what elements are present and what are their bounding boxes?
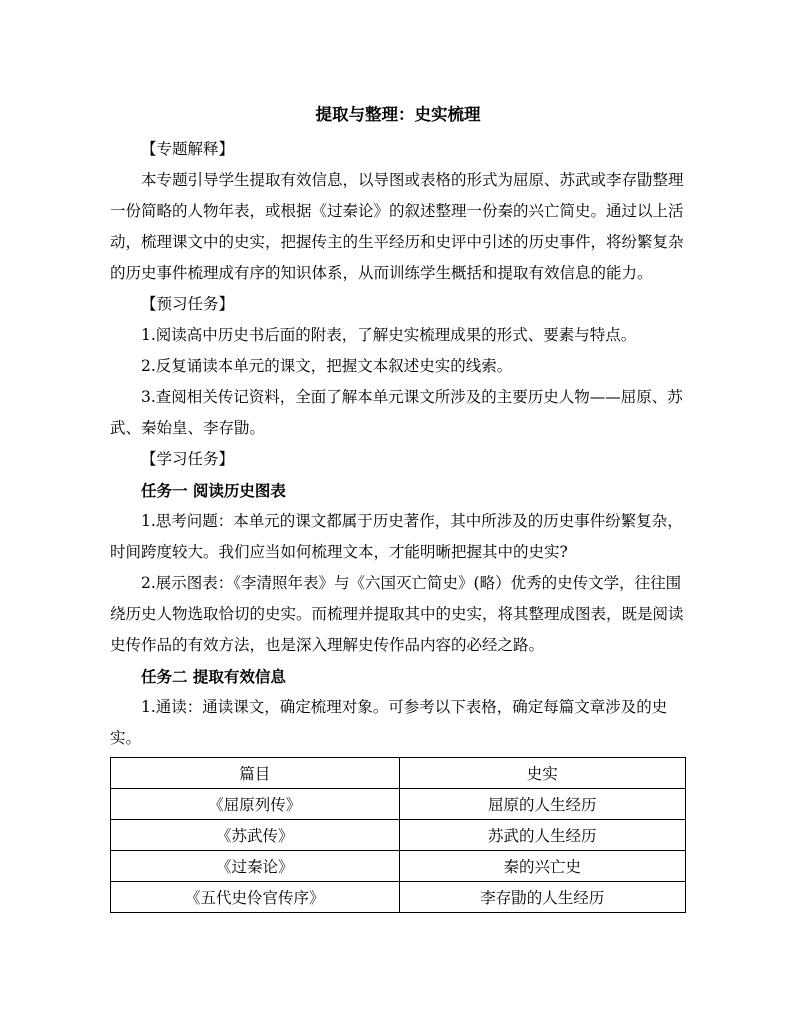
task1-item: 1.思考问题：本单元的课文都属于历史著作，其中所涉及的历史事件纷繁复杂，时间跨度较大。我们应当如何梳理文本，才能明晰把握其中的史实? <box>110 512 683 561</box>
study-heading: 【学习任务】 <box>141 450 235 468</box>
table-row <box>111 851 686 882</box>
task2-item: 1.通读：通读课文，确定梳理对象。可参考以下表格，确定每篇文章涉及的史实。 <box>110 698 668 747</box>
table-cell: 《苏武传》 <box>111 820 400 851</box>
history-table <box>110 757 686 913</box>
table-cell: 李存勖的人生经历 <box>399 882 685 913</box>
table-row <box>111 789 686 820</box>
preview-heading: 【预习任务】 <box>141 295 235 313</box>
preview-item: 1.阅读高中历史书后面的附表，了解史实梳理成果的形式、要素与特点。 <box>141 326 637 344</box>
table-cell: 《过秦论》 <box>111 851 400 882</box>
task1-heading: 任务一 阅读历史图表 <box>141 481 286 500</box>
page-title: 提取与整理：史实梳理 <box>315 105 481 124</box>
table-header-row <box>111 758 686 789</box>
table-cell: 秦的兴亡史 <box>399 851 685 882</box>
table-cell: 《屈原列传》 <box>111 789 400 820</box>
explain-heading: 【专题解释】 <box>141 140 235 158</box>
table-row <box>111 820 686 851</box>
table-header-cell: 篇目 <box>111 758 400 789</box>
table-row <box>111 882 686 913</box>
table-header-cell: 史实 <box>399 758 685 789</box>
preview-item: 3.查阅相关传记资料，全面了解本单元课文所涉及的主要历史人物——屈原、苏武、秦始皇、李存勖。 <box>110 388 683 437</box>
table-cell: 《五代史伶官传序》 <box>111 882 400 913</box>
task2-heading: 任务二 提取有效信息 <box>141 667 286 686</box>
explain-paragraph: 本专题引导学生提取有效信息，以导图或表格的形式为屈原、苏武或李存勖整理一份简略的人物年表，或根据《过秦论》的叙述整理一份秦的兴亡简史。通过以上活动，梳理课文中的史实，把握传主的生平经历和史评中引述的历史事件，将纷繁复杂的历史事件梳理成有序的知识体系，从而训练学生概括和提取有效信息的能力。 <box>110 171 684 282</box>
task1-item: 2.展示图表：《李清照年表》与《六国灭亡简史》(略）优秀的史传文学，往往围绕历史人物选取恰切的史实。而梳理并提取其中的史实，将其整理成图表，既是阅读史传作品的有效方法，也是深入理解史传作品内容的必经之路。 <box>110 574 684 654</box>
document-content <box>110 100 686 913</box>
table-cell: 苏武的人生经历 <box>399 820 685 851</box>
preview-item: 2.反复诵读本单元的课文，把握文本叙述史实的线索。 <box>141 357 513 375</box>
table-cell: 屈原的人生经历 <box>399 789 685 820</box>
